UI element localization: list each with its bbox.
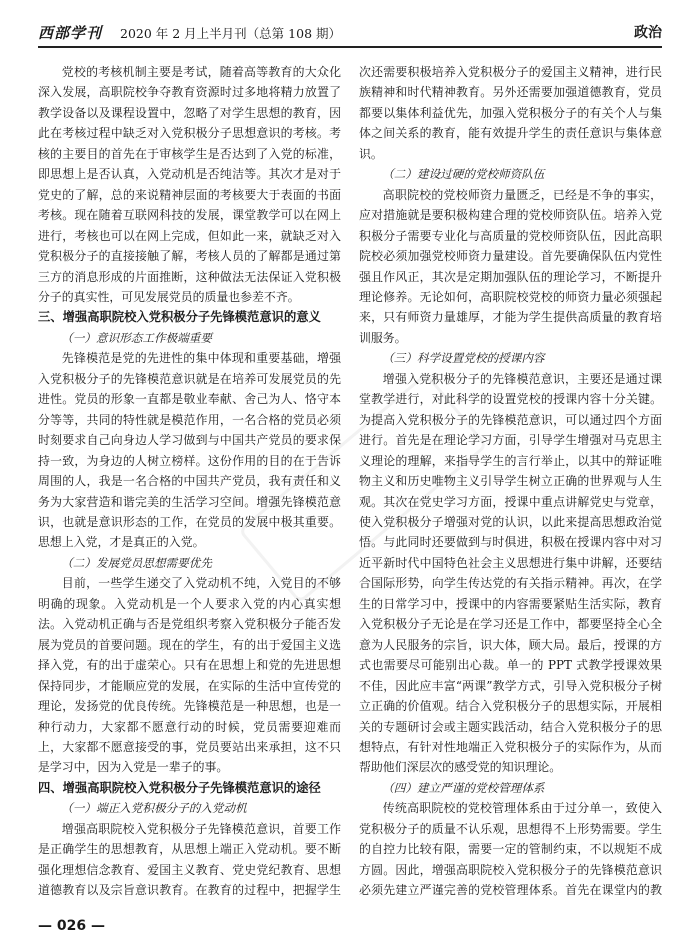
body-paragraph: 目前，一些学生递交了入党动机不纯，入党目的不够明确的现象。入党动机是一个人要求入党的内心真实想法。入党动机正确与否是党组织考察入党积极分子能否发展为党员的首要问题。现在的学生，有的出于爱国主义选择入党，有的出于虚荣心。只有在思想上和党的先进思想保持同步，才能顺应党的发展，在实际的生活中宣传党的理论，发扬党的优良传统。先锋模范是一种思想，也是一种行动力，大家都不愿意行动的时候，党员需要迎难而上，大家都不愿意接受的事，党员要站出来承担，这不只是学习中，因为入党是一辈子的事。 xyxy=(38,576,341,775)
section-name: 政治 xyxy=(634,25,662,41)
subsection-heading: （一）意识形态工作极端重要 xyxy=(61,330,212,345)
page-number: — 026 — xyxy=(38,918,105,934)
section-heading: 三、增强高职院校入党积极分子先锋模范意识的意义 xyxy=(38,310,321,325)
right-column xyxy=(359,62,662,902)
page-header xyxy=(38,16,662,48)
body-paragraph: 高职院校的党校师资力量匮乏，已经是不争的事实，应对措施就是要积极构建合理的党校师资队伍。培养入党积极分子需要专业化与高质量的党校师资队伍，因此高职院校必须加强党校师资力量建设。首先要确保队伍内党性强且作风正，其次是定期加强队伍的理论学习，不断提升理论修养。无论如何，高职院校党校的师资力量必须强起来，只有师资力量雄厚，才能为学生提供高质量的教育培训服务。 xyxy=(359,187,662,345)
body-paragraph: 传统高职院校的党校管理体系由于过分单一，致使入党积极分子的质量不认乐观，思想得不上形势需要。学生的自控力比较有限，需要一定的管制约束，不以规矩不成方圆。因此，增强高职院校入党积极分子的先锋模范意识必须先建立严谨完善的党校管理体系。首先在课堂内的教 xyxy=(359,801,662,898)
body-paragraph: 次还需要积极培养入党积极分子的爱国主义精神，进行民族精神和时代精神教育。另外还需要加强道德教育，党员都要以集体利益优先，加强入党积极分子的有关个人与集体之间关系的教育，能有效提升学生的责任意识与集体意识。 xyxy=(359,65,662,161)
subsection-heading: （二）发展党员思想需要优先 xyxy=(61,555,212,570)
journal-masthead-logo: 西部学刊 xyxy=(38,24,103,42)
subsection-heading: （一）端正入党积极分子的入党动机 xyxy=(61,801,247,816)
section-heading: 四、增强高职院校入党积极分子先锋模范意识的途径 xyxy=(38,780,321,795)
body-paragraph: 增强高职院校入党积极分子先锋模范意识，首要工作是正确学生的思想教育，从思想上端正入党动机。要不断强化理想信念教育、爱国主义教育、党史党纪教育、思想道德教育以及宗旨意识教育。在教育的过程中，把握学生 xyxy=(38,821,341,898)
body-paragraph: 先锋模范是党的先进性的集中体现和重要基础，增强入党积极分子的先锋模范意识就是在培养可发展党员的先进性。党员的形象一直都是敬业奉献、舍己为人、恪守本分等等，共同的特性就是模范作用，一名合格的党员必须时刻要求自己向身边人学习做到与中国共产党员的要求保持一致，为身边的人树立榜样。这份作用的目的在于告诉周围的人，我是一名合格的中国共产党员，我有责任和义务为大家营造和谐完美的生活学习空间。增强先锋模范意识，也就是意识形态的工作，在党员的发展中极其重要。思想上入党，才是真正的入党。 xyxy=(38,351,341,550)
subsection-heading: （三）科学设置党校的授课内容 xyxy=(382,351,545,366)
body-paragraph: 党校的考核机制主要是考试，随着高等教育的大众化深入发展，高职院校争夺教育资源时过多地将精力放置了教学设备以及课程设置中，忽略了对学生思想的教育，因此在考核过程中缺乏对入党积极分子思想意识的考核。考核的主要目的首先在于审核学生是否达到了入党的标准，即思想上是否认真，入党动机是否纯洁等。其次才是对于党史的了解，总的来说精神层面的考核要大于表面的书面考核。现在随着互联网科技的发展，课堂教学可以在网上进行，考核也可以在网上完成，但如此一来，就缺乏对入党积极分子的直接接触了解，考核人员的了解都是通过第三方的消息形成的片面推断，这种做法无法保证入党积极分子的真实性，可见发展党员的质量也参差不齐。 xyxy=(38,65,341,304)
subsection-heading: （二）建设过硬的党校师资队伍 xyxy=(382,167,545,182)
subsection-heading: （四）建立严谨的党校管理体系 xyxy=(382,780,545,795)
left-column xyxy=(38,62,341,902)
body-paragraph: 增强入党积极分子的先锋模范意识，主要还是通过课堂教学进行，对此科学的设置党校的授课内容十分关键。为提高入党积极分子的先锋模范意识，可以通过四个方面进行。首先是在理论学习方面，引导学生增强对马克思主义理论的理解，来指导学生的言行举止，以其中的辩证唯物主义和历史唯物主义引导学生树立正确的世界观与人生观。其次在党史学习方面，授课中重点讲解党史与党章，使入党积极分子增强对党的认识，以此来提高思想政治觉悟。与此同时还要做到与时俱进，积极在授课内容中对习近平新时代中国特色社会主义思想进行集中讲解，还要结合国际形势，向学生传达党的有关指示精神。再次，在学生的日常学习中，授课中的内容需要紧贴生活实际，教育入党积极分子无论是在学习还是工作中，都要坚持全心全意为人民服务的宗旨，识大体，顾大局。最后，授课的方式也需要尽可能别出心裁。单一的 PPT 式教学授课效果不佳，因此应丰富“两课”教学方式，引导入党积极分子树立正确的价值观。结合入党积极分子的思想实际，开展相关的专题研讨会或主题实践活动，结合入党积极分子的思想特点，有针对性地端正入党积极分子的实际作为，从而帮助他们深层次的感受党的知识理论。 xyxy=(359,371,662,775)
issue-info: 2020 年 2 月上半月刊（总第 108 期） xyxy=(120,26,341,41)
